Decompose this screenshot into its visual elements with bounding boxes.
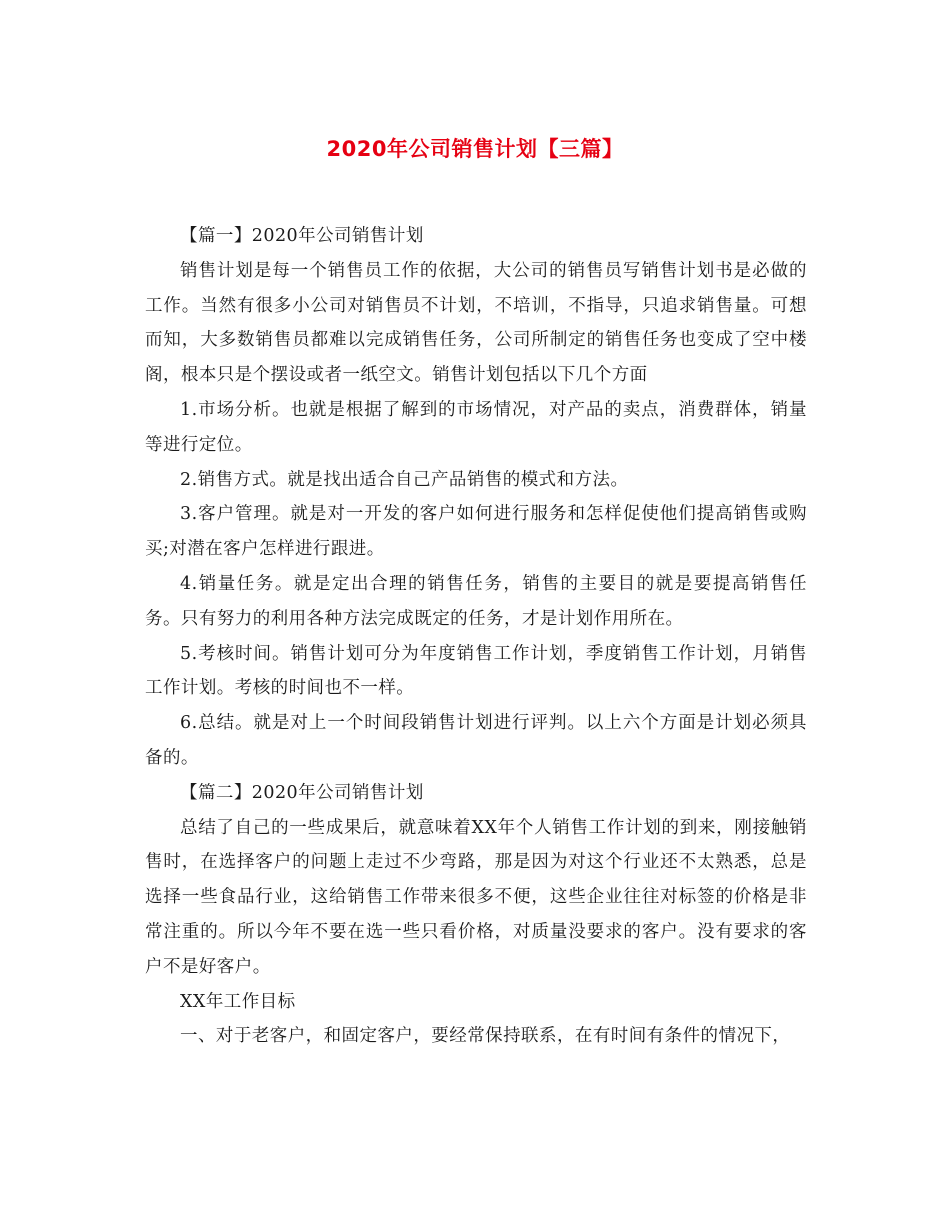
paragraph-goal-one: 一、对于老客户，和固定客户，要经常保持联系，在有时间有条件的情况下， [180,1026,791,1047]
list-item-customer-management: 3.客户管理。就是对一开发的客户如何进行服务和怎样促使他们提高销售或购买;对潜在客户怎样进行跟进。 [145,504,807,560]
section-heading-part-one: 【篇一】2020年公司销售计划 [180,226,424,246]
document-title: 2020年公司销售计划【三篇】 [326,137,624,161]
paragraph-review: 总结了自己的一些成果后，就意味着XX年个人销售工作计划的到来，刚接触销售时，在选择客户的问题上走过不少弯路，那是因为对这个行业还不太熟悉，总是选择一些食品行业，这给销售工作带来很多不便，这些企业往往对标签的价格是非常注重的。所以今年不要在选一些只看价格，对质量没要求的客户。没有要求的客户不是好客户。 [145,817,807,977]
list-item-assessment-time: 5.考核时间。销售计划可分为年度销售工作计划，季度销售工作计划，月销售工作计划。考核的时间也不一样。 [145,643,807,699]
list-item-sales-target: 4.销量任务。就是定出合理的销售任务，销售的主要目的就是要提高销售任务。只有努力的利用各种方法完成既定的任务，才是计划作用所在。 [145,573,807,629]
list-item-sales-method: 2.销售方式。就是找出适合自己产品销售的模式和方法。 [180,469,629,490]
section-heading-part-two: 【篇二】2020年公司销售计划 [180,782,424,803]
list-item-summary: 6.总结。就是对上一个时间段销售计划进行评判。以上六个方面是计划必须具备的。 [145,713,807,768]
subheading-work-goals: XX年工作目标 [180,991,296,1012]
list-item-market-analysis: 1.市场分析。也就是根据了解到的市场情况，对产品的卖点，消费群体，销量等进行定位。 [145,399,807,455]
paragraph-intro: 销售计划是每一个销售员工作的依据，大公司的销售员写销售计划书是必做的工作。当然有很多小公司对销售员不计划，不培训，不指导，只追求销售量。可想而知，大多数销售员都难以完成销售任务，公司所制定的销售任务也变成了空中楼阁，根本只是个摆设或者一纸空文。销售计划包括以下几个方面 [145,260,807,386]
document-body [145,219,807,1054]
